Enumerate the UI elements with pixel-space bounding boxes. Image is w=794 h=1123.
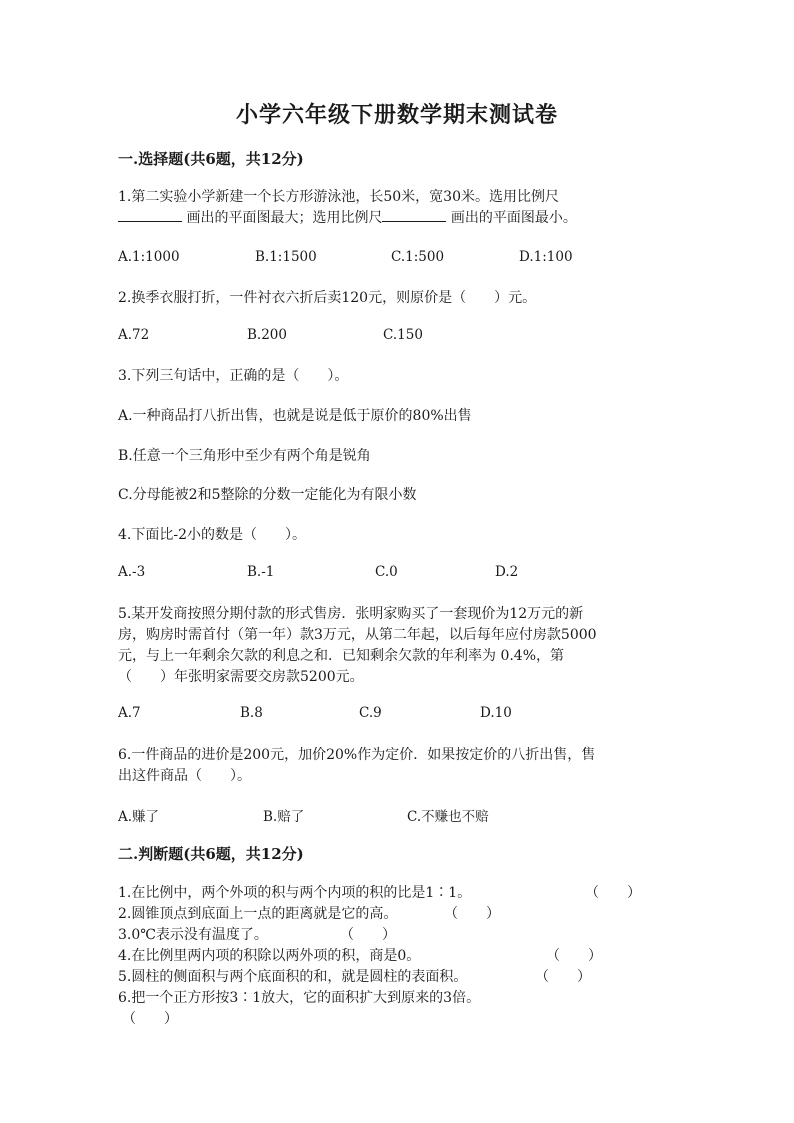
question-5-line-2: 房，购房时需首付（第一年）款3万元，从第二年起，以后每年应付房款5000 [118, 627, 597, 643]
question-5-line-1: 5.某开发商按照分期付款的形式售房．张明家购买了一套现价为12万元的新 [118, 606, 584, 622]
option: A.7 [118, 705, 141, 721]
option: D.2 [495, 564, 519, 580]
option: C.0 [375, 564, 398, 580]
option: C.9 [359, 705, 382, 721]
judgement-item: 3.0℃表示没有温度了。 [118, 927, 268, 943]
option: A.72 [118, 327, 150, 343]
option: A.1:1000 [118, 249, 180, 265]
question-5-line-3: 元，与上一年剩余欠款的利息之和．已知剩余欠款的年利率为 0.4%，第 [118, 648, 565, 664]
answer-blank[interactable] [382, 209, 446, 222]
option: B.-1 [247, 564, 275, 580]
section-heading-judgement: 二.判断题(共6题，共12分) [118, 845, 304, 863]
judgement-item: 2.圆锥顶点到底面上一点的距离就是它的高。 [118, 906, 398, 922]
judgement-item: 4.在比例里两内项的积除以两外项的积，商是0。 [118, 948, 421, 964]
option: C.不赚也不赔 [407, 809, 489, 825]
option: A.-3 [118, 564, 146, 580]
option: A.赚了 [118, 809, 160, 825]
question-1-line-1: 1.第二实验小学新建一个长方形游泳池，长50米，宽30米。选用比例尺 [118, 189, 559, 205]
section-heading-choice: 一.选择题(共6题，共12分) [118, 150, 304, 168]
question-6-line-1: 6.一件商品的进价是200元，加价20%作为定价．如果按定价的八折出售，售 [118, 747, 596, 763]
option: D.1:100 [519, 249, 573, 265]
answer-parentheses[interactable]: （ ） [122, 1011, 178, 1027]
option: C.150 [383, 327, 423, 343]
option: B.8 [240, 705, 263, 721]
answer-parentheses[interactable]: （ ） [444, 906, 500, 922]
answer-parentheses[interactable]: （ ） [535, 969, 591, 985]
judgement-item: 6.把一个正方形按3∶1放大，它的面积扩大到原来的3倍。 [118, 990, 481, 1006]
option: C.分母能被2和5整除的分数一定能化为有限小数 [118, 487, 417, 503]
question-5-line-4: （ ）年张明家需要交房款5200元。 [118, 669, 364, 685]
judgement-item: 1.在比例中，两个外项的积与两个内项的积的比是1∶1。 [118, 885, 472, 901]
answer-parentheses[interactable]: （ ） [340, 927, 396, 943]
answer-blank[interactable] [118, 209, 182, 222]
question-4: 4.下面比-2小的数是（ ）。 [118, 527, 306, 543]
option: B.200 [247, 327, 287, 343]
option: B.1:1500 [255, 249, 317, 265]
judgement-item: 5.圆柱的侧面积与两个底面积的和，就是圆柱的表面积。 [118, 969, 468, 985]
answer-parentheses[interactable]: （ ） [546, 948, 602, 964]
page-title: 小学六年级下册数学期末测试卷 [235, 102, 558, 128]
option: D.10 [480, 705, 512, 721]
option: B.任意一个三角形中至少有两个角是锐角 [118, 448, 371, 464]
option: C.1:500 [391, 249, 445, 265]
option: A.一种商品打八折出售，也就是说是低于原价的80%出售 [118, 408, 472, 424]
question-6-line-2: 出这件商品（ ）。 [118, 768, 251, 784]
question-1-line-2: 画出的平面图最大；选用比例尺 画出的平面图最小。 [118, 207, 577, 227]
question-2: 2.换季衣服打折，一件衬衣六折后卖120元，则原价是（ ）元。 [118, 290, 537, 306]
option: B.赔了 [263, 809, 305, 825]
answer-parentheses[interactable]: （ ） [585, 885, 641, 901]
question-3: 3.下列三句话中，正确的是（ ）。 [118, 368, 349, 384]
